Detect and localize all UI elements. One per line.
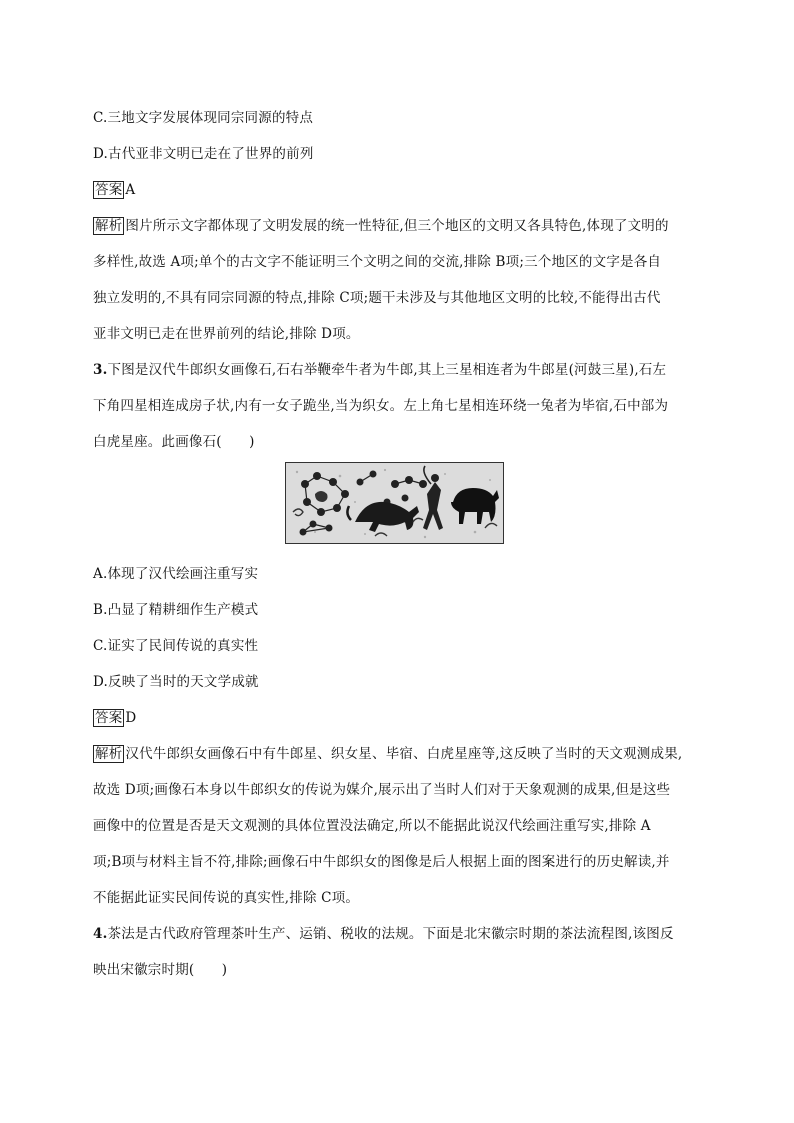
q2-analysis-line-4: 亚非文明已走在世界前列的结论,排除 D项。 — [93, 326, 360, 342]
q3-analysis-line-2: 故选 D项;画像石本身以牛郎织女的传说为媒介,展示出了当时人们对于天象观测的成果,但是这些 — [93, 782, 671, 798]
q3-option-b: B.凸显了精耕细作生产模式 — [93, 602, 259, 618]
question-number: 4. — [93, 926, 108, 942]
q3-answer-line — [93, 706, 136, 726]
q2-option-d: D.古代亚非文明已走在了世界的前列 — [93, 146, 314, 162]
q3-option-a: A.体现了汉代绘画注重写实 — [93, 566, 259, 582]
q3-analysis-line-3: 画像中的位置是否是天文观测的具体位置没法确定,所以不能据此说汉代绘画注重写实,排除 A — [93, 818, 651, 834]
q2-option-c: C.三地文字发展体现同宗同源的特点 — [93, 110, 314, 126]
q3-analysis-line-4: 项;B项与材料主旨不符,排除;画像石中牛郎织女的图像是后人根据上面的图案进行的历史解读,并 — [93, 854, 670, 870]
stem-text: 茶法是古代政府管理茶叶生产、运销、税收的法规。下面是北宋徽宗时期的茶法流程图,该图反 — [107, 926, 674, 942]
stone-relief-image — [285, 462, 504, 544]
question-number: 3. — [93, 362, 108, 378]
stem-text: 下图是汉代牛郎织女画像石,石右举鞭牵牛者为牛郎,其上三星相连者为牛郎星(河鼓三星),石左 — [107, 362, 667, 378]
analysis-label-box: 解析 — [95, 746, 123, 762]
q3-analysis-line-5: 不能据此证实民间传说的真实性,排除 C项。 — [93, 890, 360, 906]
analysis-text: 汉代牛郎织女画像石中有牛郎星、织女星、毕宿、白虎星座等,这反映了当时的天文观测成果, — [125, 746, 683, 762]
answer-value: D — [125, 710, 137, 726]
q4-stem-line-1 — [93, 922, 674, 942]
q4-stem-line-2: 映出宋徽宗时期( ) — [93, 962, 228, 978]
q3-analysis-line-1 — [93, 742, 682, 762]
q3-stem-line-3: 白虎星座。此画像石( ) — [93, 434, 255, 450]
q3-stem-line-2: 下角四星相连成房子状,内有一女子跪坐,当为织女。左上角七星相连环绕一兔者为毕宿,石中部为 — [93, 398, 669, 414]
answer-label-box: 答案 — [95, 182, 123, 198]
analysis-text: 图片所示文字都体现了文明发展的统一性特征,但三个地区的文明又各具特色,体现了文明的 — [125, 218, 669, 234]
q3-option-c: C.证实了民间传说的真实性 — [93, 638, 259, 654]
q3-option-d: D.反映了当时的天文学成就 — [93, 674, 259, 690]
answer-value: A — [125, 182, 136, 198]
q2-answer-line — [93, 178, 135, 198]
analysis-label-box: 解析 — [95, 218, 123, 234]
q2-analysis-line-3: 独立发明的,不具有同宗同源的特点,排除 C项;题干未涉及与其他地区文明的比较,不能得出古代 — [93, 290, 661, 306]
answer-label-box: 答案 — [95, 710, 123, 726]
q2-analysis-line-1 — [93, 214, 669, 234]
q2-analysis-line-2: 多样性,故选 A项;单个的古文字不能证明三个文明之间的交流,排除 B项;三个地区的文字是各自 — [93, 254, 662, 270]
q3-stem-line-1 — [93, 358, 666, 378]
